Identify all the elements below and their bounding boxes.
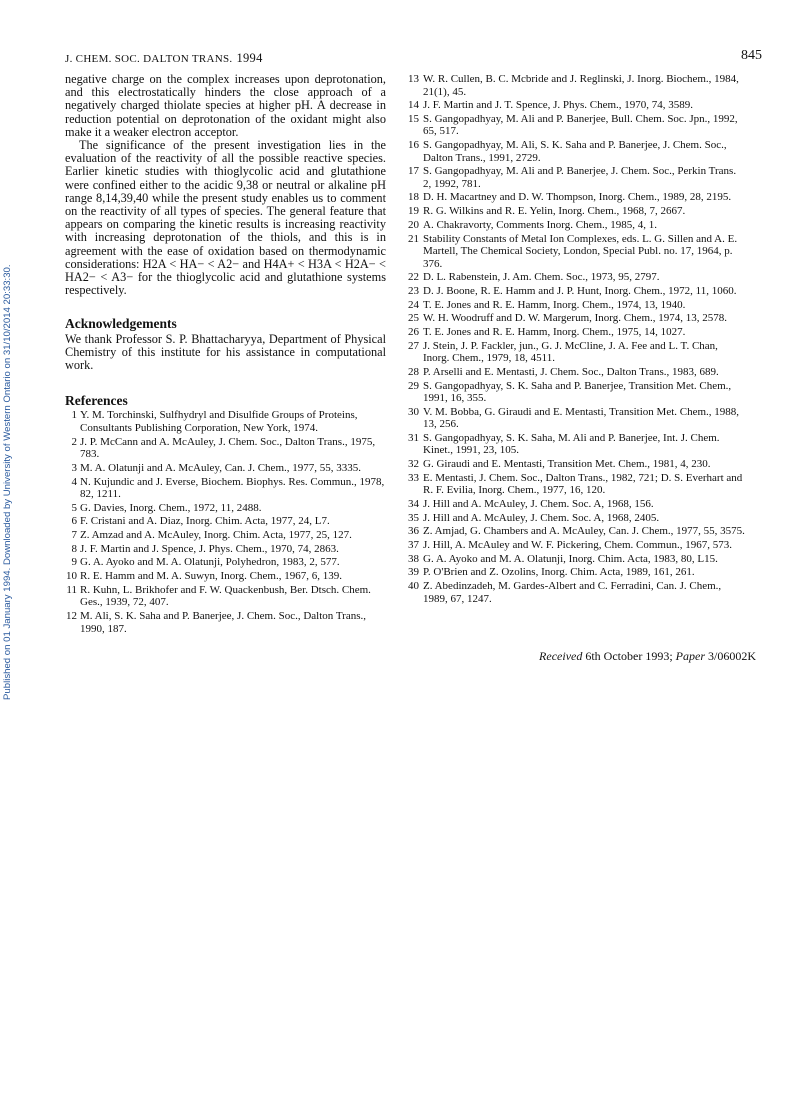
reference-item (406, 113, 746, 138)
reference-number: 8 (71, 542, 77, 555)
reference-number: 28 (408, 365, 419, 378)
reference-item (406, 219, 746, 232)
reference-text: J. Hill and A. McAuley, J. Chem. Soc. A, 1968, 2405. (423, 511, 660, 524)
journal-name: J. CHEM. SOC. DALTON TRANS. (65, 53, 233, 65)
reference-text: S. Gangopadhyay, M. Ali and P. Banerjee, J. Chem. Soc., Perkin Trans. 2, 1992, 781. (423, 165, 737, 190)
reference-text: Stability Constants of Metal Ion Complexes, eds. L. G. Sillen and A. E. Martell, The Chemical Society, London, Special Publ. no. 17, 1964, p. 376. (423, 232, 738, 270)
reference-item (406, 312, 746, 325)
references-list-right (406, 73, 746, 605)
reference-number: 17 (408, 165, 419, 178)
received-label: Received (539, 649, 583, 663)
reference-item (65, 515, 386, 528)
reference-number: 21 (408, 232, 419, 245)
reference-number: 35 (408, 511, 419, 524)
reference-item (406, 139, 746, 164)
reference-item (406, 165, 746, 190)
reference-text: R. E. Hamm and M. A. Suwyn, Inorg. Chem., 1967, 6, 139. (80, 570, 342, 583)
reference-number: 30 (408, 405, 419, 418)
reference-number: 26 (408, 325, 419, 338)
reference-text: J. Hill and A. McAuley, J. Chem. Soc. A, 1968, 156. (423, 497, 654, 510)
reference-item (406, 553, 746, 566)
reference-item (406, 566, 746, 579)
reference-item (65, 502, 386, 515)
reference-item (65, 436, 386, 461)
reference-item (406, 205, 746, 218)
reference-number: 29 (408, 379, 419, 392)
reference-item (406, 458, 746, 471)
reference-text: M. A. Olatunji and A. McAuley, Can. J. Chem., 1977, 55, 3335. (80, 461, 361, 474)
reference-item (406, 233, 746, 271)
reference-item (406, 191, 746, 204)
reference-number: 6 (71, 515, 77, 528)
reference-number: 36 (408, 525, 419, 538)
reference-item (406, 326, 746, 339)
reference-number: 23 (408, 284, 419, 297)
reference-text: G. Giraudi and E. Mentasti, Transition Met. Chem., 1981, 4, 230. (423, 458, 711, 471)
reference-number: 39 (408, 566, 419, 579)
reference-number: 10 (66, 570, 77, 583)
acknowledgements-heading: Acknowledgements (65, 316, 177, 332)
reference-item (406, 472, 746, 497)
reference-text: T. E. Jones and R. E. Hamm, Inorg. Chem., 1975, 14, 1027. (423, 325, 686, 338)
reference-text: D. J. Boone, R. E. Hamm and J. P. Hunt, Inorg. Chem., 1972, 11, 1060. (423, 284, 737, 297)
reference-item (65, 556, 386, 569)
reference-number: 24 (408, 298, 419, 311)
reference-number: 34 (408, 497, 419, 510)
reference-text: R. Kuhn, L. Brikhofer and F. W. Quackenbush, Ber. Dtsch. Chem. Ges., 1939, 72, 407. (80, 583, 371, 609)
reference-number: 14 (408, 99, 419, 112)
reference-number: 12 (66, 610, 77, 623)
reference-number: 38 (408, 552, 419, 565)
page-number: 845 (741, 48, 762, 63)
reference-text: J. Hill, A. McAuley and W. F. Pickering, Chem. Commun., 1967, 573. (423, 539, 732, 551)
reference-item (406, 539, 746, 552)
reference-text: P. Arselli and E. Mentasti, J. Chem. Soc., Dalton Trans., 1983, 689. (423, 365, 719, 378)
reference-text: A. Chakravorty, Comments Inorg. Chem., 1985, 4, 1. (423, 218, 658, 231)
reference-number: 1 (71, 409, 77, 422)
reference-number: 22 (408, 271, 419, 284)
reference-text: P. O'Brien and Z. Ozolins, Inorg. Chim. Acta, 1989, 161, 261. (423, 566, 695, 579)
acknowledgements-text: We thank Professor S. P. Bhattacharyya, Department of Physical Chemistry of this institute for his assistance in computational work. (65, 331, 386, 373)
reference-number: 37 (408, 539, 419, 551)
reference-text: F. Cristani and A. Diaz, Inorg. Chim. Acta, 1977, 24, L7. (80, 515, 330, 528)
left-column (65, 73, 386, 636)
reference-text: J. F. Martin and J. Spence, J. Phys. Chem., 1970, 74, 2863. (80, 542, 339, 555)
reference-text: G. A. Ayoko and M. A. Olatunji, Polyhedron, 1983, 2, 577. (80, 556, 340, 569)
reference-text: M. Ali, S. K. Saha and P. Banerjee, J. Chem. Soc., Dalton Trans., 1990, 187. (80, 610, 366, 635)
reference-item (406, 498, 746, 511)
reference-number: 4 (71, 475, 77, 488)
reference-number: 15 (408, 112, 419, 125)
journal-year: 1994 (236, 51, 263, 65)
reference-text: S. Gangopadhyay, S. K. Saha and P. Banerjee, Transition Met. Chem., 1991, 16, 355. (423, 379, 732, 404)
reference-number: 13 (408, 73, 419, 85)
reference-number: 27 (408, 339, 419, 352)
reference-item (65, 570, 386, 583)
paper-label: Paper (675, 649, 705, 663)
reference-number: 7 (71, 529, 77, 542)
reference-text: E. Mentasti, J. Chem. Soc., Dalton Trans., 1982, 721; D. S. Everhart and R. F. Evilia, Inorg. Chem., 1977, 16, 120. (423, 471, 743, 497)
reference-item (65, 409, 386, 434)
reference-text: S. Gangopadhyay, S. K. Saha, M. Ali and P. Banerjee, Int. J. Chem. Kinet., 1991, 23, 105. (423, 431, 720, 457)
reference-text: Z. Amjad, G. Chambers and A. McAuley, Can. J. Chem., 1977, 55, 3575. (423, 525, 745, 538)
reference-number: 19 (408, 205, 419, 218)
reference-text: V. M. Bobba, G. Giraudi and E. Mentasti, Transition Met. Chem., 1988, 13, 256. (423, 405, 740, 431)
reference-item (406, 340, 746, 365)
paper-id: 3/06002K (708, 649, 756, 663)
reference-text: R. G. Wilkins and R. E. Yelin, Inorg. Chem., 1968, 7, 2667. (423, 205, 686, 218)
reference-text: D. L. Rabenstein, J. Am. Chem. Soc., 1973, 95, 2797. (423, 271, 660, 284)
reference-text: G. Davies, Inorg. Chem., 1972, 11, 2488. (80, 501, 262, 514)
reference-text: T. E. Jones and R. E. Hamm, Inorg. Chem., 1974, 13, 1940. (423, 298, 686, 311)
reference-item (406, 99, 746, 112)
received-line (539, 649, 756, 664)
reference-number: 3 (71, 461, 77, 474)
reference-item (65, 610, 386, 635)
reference-number: 33 (408, 471, 419, 484)
reference-item (406, 285, 746, 298)
reference-item (406, 432, 746, 457)
reference-number: 25 (408, 312, 419, 325)
reference-number: 32 (408, 458, 419, 471)
reference-text: G. A. Ayoko and M. A. Olatunji, Inorg. Chim. Acta, 1983, 80, L15. (423, 552, 718, 565)
references-list-left (65, 409, 386, 635)
reference-text: S. Gangopadhyay, M. Ali and P. Banerjee, Bull. Chem. Soc. Jpn., 1992, 65, 517. (423, 112, 738, 138)
reference-text: N. Kujundic and J. Everse, Biochem. Biophys. Res. Commun., 1978, 82, 1211. (80, 475, 385, 501)
reference-number: 11 (66, 583, 77, 596)
reference-item (406, 73, 746, 98)
reference-text: S. Gangopadhyay, M. Ali, S. K. Saha and P. Banerjee, J. Chem. Soc., Dalton Trans., 1991, 2729. (423, 139, 727, 164)
reference-text: J. Stein, J. P. Fackler, jun., G. J. McCline, J. A. Fee and L. T. Chan, Inorg. Chem., 1979, 18, 4511. (423, 339, 718, 365)
download-notice-text: Published on 01 January 1994. Downloaded by University of Western Ontario on 31/10/2014 20:33:30. (2, 264, 13, 700)
reference-item (406, 512, 746, 525)
reference-item (406, 299, 746, 312)
reference-number: 16 (408, 139, 419, 152)
reference-item (65, 543, 386, 556)
reference-text: Z. Amzad and A. McAuley, Inorg. Chim. Acta, 1977, 25, 127. (80, 529, 352, 542)
reference-item (406, 525, 746, 538)
received-date: 6th October 1993; (585, 649, 673, 663)
body-paragraph: negative charge on the complex increases upon deprotonation, and this electrostatically hinders the close approach of a negatively charged thiolate species at higher pH. A decrease in reduction potential on deprotonation of the oxidant might also make it a weaker electron acceptor. (65, 72, 386, 139)
running-header (65, 51, 263, 66)
reference-text: J. P. McCann and A. McAuley, J. Chem. Soc., Dalton Trans., 1975, 783. (80, 435, 376, 461)
reference-item (406, 271, 746, 284)
reference-item (406, 580, 746, 605)
reference-item (65, 584, 386, 609)
reference-text: W. H. Woodruff and D. W. Margerum, Inorg. Chem., 1974, 13, 2578. (423, 312, 728, 325)
reference-item (406, 406, 746, 431)
reference-number: 9 (71, 556, 77, 569)
reference-text: Y. M. Torchinski, Sulfhydryl and Disulfide Groups of Proteins, Consultants Publishing Corporation, New York, 1974. (80, 409, 358, 434)
reference-number: 18 (408, 191, 419, 204)
reference-text: Z. Abedinzadeh, M. Gardes-Albert and C. Ferradini, Can. J. Chem., 1989, 67, 1247. (423, 580, 722, 605)
right-column (406, 73, 746, 606)
reference-number: 2 (71, 435, 77, 448)
reference-number: 40 (408, 580, 419, 593)
reference-number: 5 (71, 501, 77, 514)
reference-item (406, 380, 746, 405)
reference-text: D. H. Macartney and D. W. Thompson, Inorg. Chem., 1989, 28, 2195. (423, 191, 732, 204)
body-paragraph: The significance of the present investigation lies in the evaluation of the reactivity of all the possible reactive species. Earlier kinetic studies with thioglycolic acid and glutathione were confined either to the acidic 9,38 or neutral or alkaline pH range 8,14,39,40 while the present study enables us to comment on the reactivity of all types of species. The general feature that appears on comparing the kinetic results is increasing reactivity with increasing deprotonation of the thiols, and this is in agreement with the ease of oxidation based on thermodynamic considerations: H2A < HA− < A2− and H4A+ < H3A < H2A− < HA2− < A3− for the thioglycolic acid and glutathione systems respectively. (65, 138, 386, 298)
reference-item (65, 529, 386, 542)
reference-item (65, 476, 386, 501)
reference-text: J. F. Martin and J. T. Spence, J. Phys. Chem., 1970, 74, 3589. (423, 99, 694, 112)
reference-number: 20 (408, 218, 419, 231)
reference-item (65, 462, 386, 475)
reference-text: W. R. Cullen, B. C. Mcbride and J. Reglinski, J. Inorg. Biochem., 1984, 21(1), 45. (423, 73, 739, 98)
reference-item (406, 366, 746, 379)
reference-number: 31 (408, 431, 419, 444)
references-heading: References (65, 393, 128, 409)
